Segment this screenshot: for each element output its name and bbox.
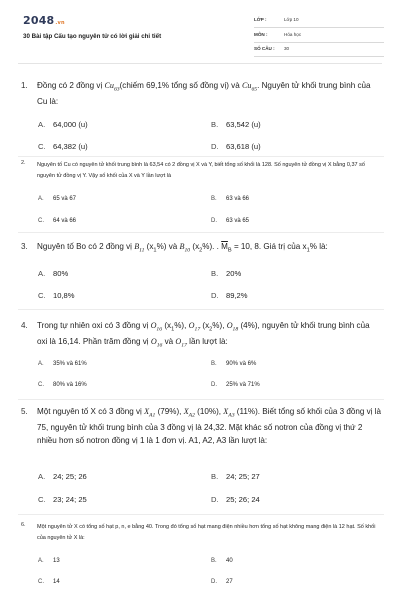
meta-subject [254, 30, 384, 43]
question-divider [18, 156, 384, 157]
question-number: 6. [21, 522, 26, 528]
question-number: 4. [21, 321, 28, 330]
question-number: 1. [21, 81, 28, 90]
question-number: 3. [21, 242, 28, 251]
site-logo[interactable]: 2048.vn [23, 14, 65, 27]
question-divider [18, 514, 384, 515]
question-divider [18, 232, 384, 233]
meta-grade [254, 15, 384, 28]
question-text: Trong tự nhiên oxi có 3 đồng vị $O_{16}$ $(x_1\%)$, $O_{17}$ $(x_2\%)$, $O_{18}$ (4%), nguyên tử khối trung bình của oxi là 16,14. Phần trăm đồng vị $O_{16}$ và $O_{17}$ lần lượt là: [37, 321, 370, 349]
document-title: 30 Bài tập Cấu tạo nguyên tử có lời giải chi tiết [23, 33, 162, 40]
meta-value: 30 [284, 46, 290, 51]
meta-question-count [254, 44, 384, 57]
question-text: Nguyên tố Cu có nguyên tử khối trung bình là 63,54 có 2 đồng vị X và Y, biết tổng số khối là 128. Số nguyên tử đồng vị X bằng 0,37 số nguyên tử đồng vị Y. Vậy số khối của X và Y lần lượt là [37, 162, 365, 179]
question-text: Một nguyên tử X có tổng số hạt p, n, e bằng 40. Trong đó tổng số hạt mang điện nhiều hơn tổng số hạt không mang điện là 12 hạt. Số khối của nguyên tử X là: [37, 524, 376, 541]
question-number: 2. [21, 160, 26, 166]
question-text: Nguyên tố Bo có 2 đồng vị $B_{11}$ $(x_1\%)$ và $B_{10}$ $(x_2\%)$. . $\overline{M}_B = 10$, 8. Giá trị của $x_1\%$ là: [37, 242, 328, 254]
question-divider [18, 309, 384, 310]
header-divider [18, 63, 382, 64]
question-text: Một nguyên tố X có 3 đồng vị $X_{A1}$ (79%), $X_{A2}$ (10%), $X_{A3}$ (11%). Biết tổng số khối của 3 đồng vị là 75, nguyên tử khối trung bình của 3 đồng vị là 24,32. Mặt khác số notron của đồng vị thứ 2 nhiều hơn số notron đồng vị 1 là 1 đơn vị. A1, A2, A3 lần lượt là: [37, 407, 382, 445]
question-divider [18, 399, 384, 400]
question-text: Đồng có 2 đồng vị $Cu_{63}(chiếm$ 69,1% tổng số đồng vị) và $Cu_{65}$. Nguyên tử khối trung bình của Cu là: [37, 81, 371, 107]
meta-value: Lớp 10 [284, 17, 299, 22]
meta-label: SỐ CÂU : [254, 46, 275, 51]
meta-value: Hóa học [284, 32, 302, 37]
meta-label: LỚP : [254, 17, 267, 22]
question-number: 5. [21, 407, 28, 416]
page-header [0, 0, 400, 60]
meta-label: MÔN : [254, 32, 268, 37]
